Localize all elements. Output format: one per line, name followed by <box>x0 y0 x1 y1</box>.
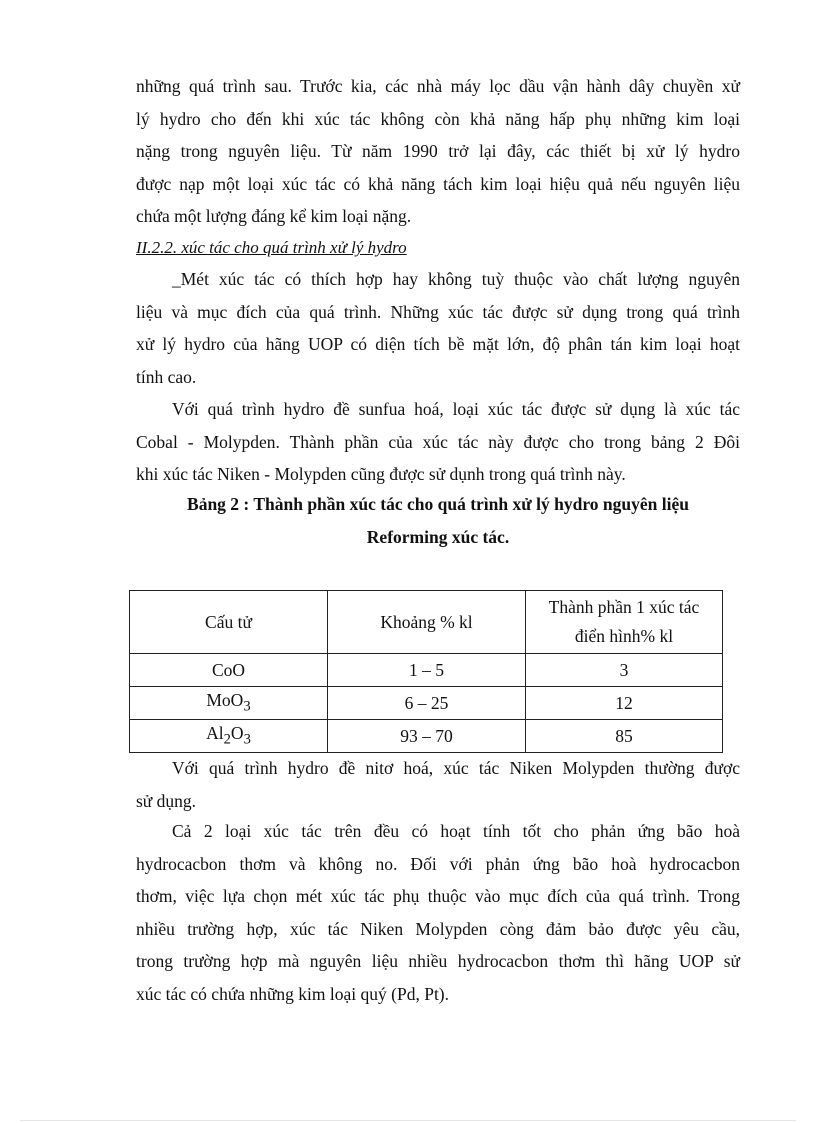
column-header-range: Khoảng % kl <box>328 591 526 654</box>
cell-typical: 12 <box>526 687 723 720</box>
text-line: Cobal - Molypden. Thành phần của xúc tác này được cho trong bảng 2 Đôi <box>136 431 740 452</box>
cell-component: CoO <box>130 654 328 687</box>
table-caption-line-2: Reforming xúc tác. <box>366 527 510 547</box>
catalyst-composition-table <box>129 590 723 753</box>
column-header-component: Cấu tử <box>130 591 328 654</box>
cell-component: $Al_2O_3$ <box>130 720 328 753</box>
text-line: tính cao. <box>136 366 197 387</box>
text-line: xúc tác có chứa những kim loại quý (Pd, Pt). <box>136 983 450 1004</box>
text-line: thơm, việc lựa chọn mét xúc tác phụ thuộc vào mục đích của quá trình. Trong <box>136 886 740 906</box>
section-heading: II.2.2. xúc tác cho quá trình xử lý hydro <box>136 238 407 257</box>
cell-range: 6 – 25 <box>328 687 526 720</box>
table-row <box>130 720 723 753</box>
text-line: lý hydro cho đến khi xúc tác không còn khả năng hấp phụ những kim loại <box>136 108 740 129</box>
text-line: hydrocacbon thơm và không no. Đối với phản ứng bão hoà hydrocacbon <box>136 853 740 874</box>
text-line: chứa một lượng đáng kể kim loại nặng. <box>136 206 412 226</box>
page-bottom-divider <box>20 1120 796 1121</box>
text-line: xử lý hydro của hãng UOP có diện tích bề mặt lớn, độ phân tán kim loại hoạt <box>136 334 740 354</box>
paragraph-denitrogenation <box>136 752 740 817</box>
cell-range: 93 – 70 <box>328 720 526 753</box>
text-line: Với quá trình hydro đề nitơ hoá, xúc tác Niken Molypden thường được <box>172 758 740 778</box>
text-line: liệu và mục đích của quá trình. Những xúc tác được sử dụng trong quá trình <box>136 301 740 322</box>
text-line: Với quá trình hydro đề sunfua hoá, loại xúc tác được sử dụng là xúc tác <box>172 399 740 419</box>
text-line: sử dụng. <box>136 790 197 811</box>
header-line: điển hình% kl <box>574 626 674 646</box>
text-line: những quá trình sau. Trước kia, các nhà máy lọc dầu vận hành dây chuyền xử <box>136 76 740 96</box>
paragraph-desulfurization <box>136 393 740 491</box>
text-line: Cả 2 loại xúc tác trên đều có hoạt tính tốt cho phản ứng bão hoà <box>172 821 740 841</box>
header-line: Thành phần 1 xúc tác <box>548 597 700 617</box>
paragraph-catalyst-choice <box>136 263 740 393</box>
table-row <box>130 654 723 687</box>
cell-range: 1 – 5 <box>328 654 526 687</box>
cell-component: MoO$_3$ <box>130 687 328 720</box>
text-line: trong trường hợp mà nguyên liệu nhiều hydrocacbon thơm thì hãng UOP sử <box>136 951 740 971</box>
table-row <box>130 687 723 720</box>
table-header-row <box>130 591 723 654</box>
paragraph-metal-removal <box>136 70 740 233</box>
table-caption-line-1: Bảng 2 : Thành phần xúc tác cho quá trình xử lý hydro nguyên liệu <box>187 494 689 514</box>
column-header-typical <box>526 591 723 654</box>
cell-typical: 3 <box>526 654 723 687</box>
text-line: nhiều trường hợp, xúc tác Niken Molypden còng đảm bảo được yêu cầu, <box>136 918 740 939</box>
text-line: khi xúc tác Niken - Molypden cũng được sử dụnh trong quá trình này. <box>136 464 626 484</box>
text-line: được nạp một loại xúc tác có khả năng tách kim loại hiệu quả nếu nguyên liệu <box>136 173 740 194</box>
cell-typical: 85 <box>526 720 723 753</box>
text-line: _Mét xúc tác có thích hợp hay không tuỳ thuộc vào chất lượng nguyên <box>172 269 740 289</box>
text-line: nặng trong nguyên liệu. Từ năm 1990 trở lại đây, các thiết bị xử lý hydro <box>136 141 740 161</box>
paragraph-aromatic-saturation <box>136 815 740 1010</box>
